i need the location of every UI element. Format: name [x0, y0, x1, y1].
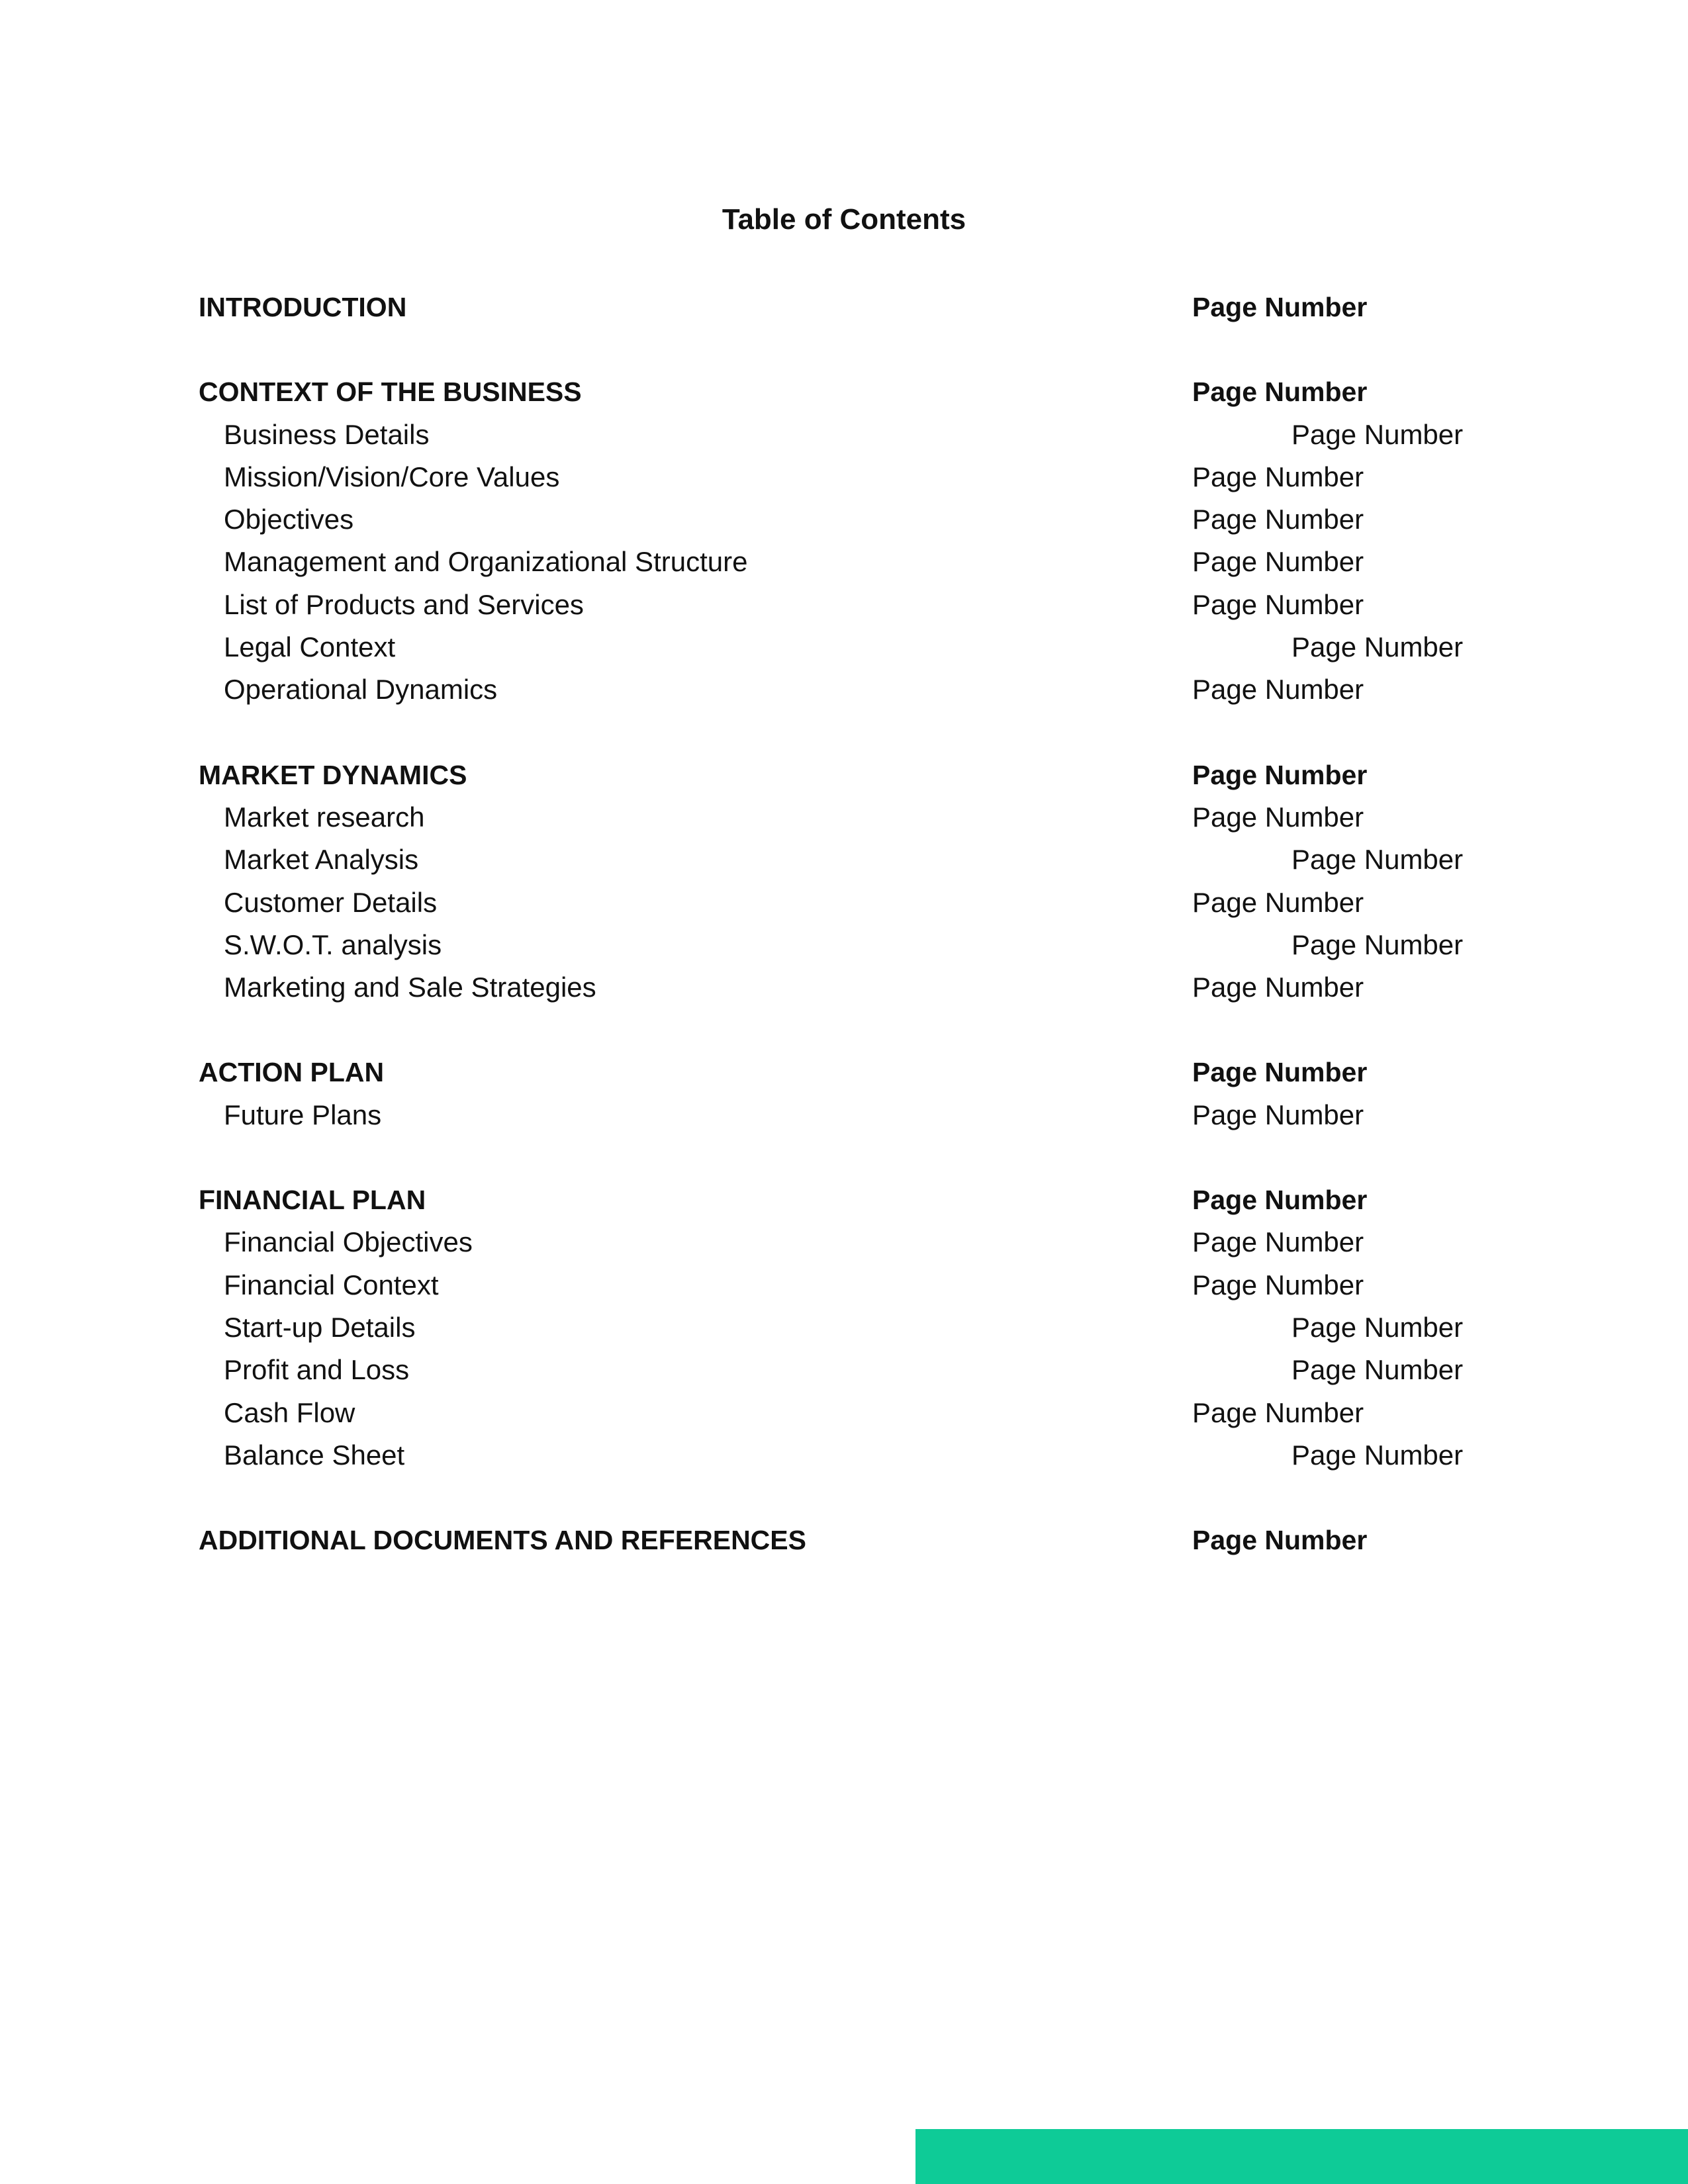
- toc-label: Market research: [224, 801, 425, 833]
- toc-label: List of Products and Services: [224, 588, 584, 620]
- toc-label: Business Details: [224, 418, 430, 450]
- toc-label: INTRODUCTION: [199, 292, 407, 322]
- toc-page-number: Page Number: [1192, 1057, 1368, 1088]
- toc-page-number: Page Number: [1192, 759, 1368, 790]
- toc-section-introduction: [199, 286, 1523, 328]
- toc-item: [199, 541, 1523, 583]
- toc-page-number: Page Number: [1192, 1099, 1364, 1130]
- toc-label: MARKET DYNAMICS: [199, 759, 467, 790]
- toc-item: [199, 1349, 1523, 1391]
- toc-item: [199, 414, 1523, 456]
- toc-label: Market Analysis: [224, 844, 419, 876]
- toc-section-action-plan: [199, 1051, 1523, 1093]
- toc-label: Mission/Vision/Core Values: [224, 461, 560, 492]
- toc-item: [199, 1392, 1523, 1434]
- page-title: Table of Contents: [722, 203, 966, 236]
- footer-accent-bar: [915, 2129, 1688, 2184]
- toc-page-number: Page Number: [1192, 1396, 1364, 1428]
- toc-label: CONTEXT OF THE BUSINESS: [199, 377, 582, 408]
- toc-item: [199, 498, 1523, 541]
- toc-label: Balance Sheet: [224, 1439, 405, 1471]
- toc-page-number: Page Number: [1192, 461, 1364, 492]
- toc-page-number: Page Number: [1192, 1269, 1364, 1300]
- toc-label: ADDITIONAL DOCUMENTS AND REFERENCES: [199, 1525, 806, 1556]
- toc-page-number: Page Number: [1192, 1185, 1368, 1216]
- toc-label: Future Plans: [224, 1099, 382, 1130]
- table-of-contents: [199, 286, 1523, 1561]
- toc-page-number: Page Number: [1192, 972, 1364, 1003]
- toc-item: [199, 796, 1523, 839]
- toc-page-number: Page Number: [1192, 886, 1364, 918]
- toc-label: Profit and Loss: [224, 1354, 410, 1386]
- toc-label: Financial Context: [224, 1269, 439, 1300]
- toc-page-number: Page Number: [1192, 674, 1364, 705]
- toc-item: [199, 1221, 1523, 1263]
- toc-label: Legal Context: [224, 631, 396, 663]
- toc-page-number: Page Number: [1192, 1525, 1368, 1556]
- toc-page-number: Page Number: [1291, 929, 1464, 960]
- toc-page-number: Page Number: [1192, 292, 1368, 322]
- toc-label: FINANCIAL PLAN: [199, 1185, 426, 1216]
- toc-label: Start-up Details: [224, 1311, 416, 1343]
- toc-label: Marketing and Sale Strategies: [224, 972, 596, 1003]
- toc-item: [199, 882, 1523, 924]
- toc-label: Management and Organizational Structure: [224, 546, 748, 578]
- toc-section-context: [199, 371, 1523, 413]
- toc-page-number: Page Number: [1192, 588, 1364, 620]
- toc-label: Objectives: [224, 504, 354, 535]
- toc-item: [199, 1094, 1523, 1136]
- toc-page-number: Page Number: [1192, 377, 1368, 408]
- toc-item: [199, 966, 1523, 1009]
- toc-item: [199, 1434, 1523, 1477]
- toc-page-number: Page Number: [1192, 504, 1364, 535]
- toc-page-number: Page Number: [1291, 1439, 1464, 1471]
- toc-item: [199, 839, 1523, 881]
- toc-label: S.W.O.T. analysis: [224, 929, 442, 960]
- toc-page-number: Page Number: [1291, 418, 1464, 450]
- toc-page-number: Page Number: [1192, 801, 1364, 833]
- toc-item: [199, 584, 1523, 626]
- toc-item: [199, 456, 1523, 498]
- toc-page-number: Page Number: [1192, 546, 1364, 578]
- toc-item: [199, 1264, 1523, 1306]
- toc-label: Cash Flow: [224, 1396, 355, 1428]
- toc-page-number: Page Number: [1291, 1311, 1464, 1343]
- toc-page-number: Page Number: [1291, 844, 1464, 876]
- toc-page-number: Page Number: [1192, 1226, 1364, 1258]
- toc-item: [199, 924, 1523, 966]
- toc-page-number: Page Number: [1291, 1354, 1464, 1386]
- toc-label: Customer Details: [224, 886, 438, 918]
- toc-label: Financial Objectives: [224, 1226, 473, 1258]
- toc-item: [199, 1306, 1523, 1349]
- toc-section-additional-documents: [199, 1519, 1523, 1561]
- toc-section-market: [199, 754, 1523, 796]
- toc-label: ACTION PLAN: [199, 1057, 385, 1088]
- toc-section-financial-plan: [199, 1179, 1523, 1221]
- toc-page-number: Page Number: [1291, 631, 1464, 663]
- toc-item: [199, 626, 1523, 668]
- toc-label: Operational Dynamics: [224, 674, 498, 705]
- toc-item: [199, 668, 1523, 711]
